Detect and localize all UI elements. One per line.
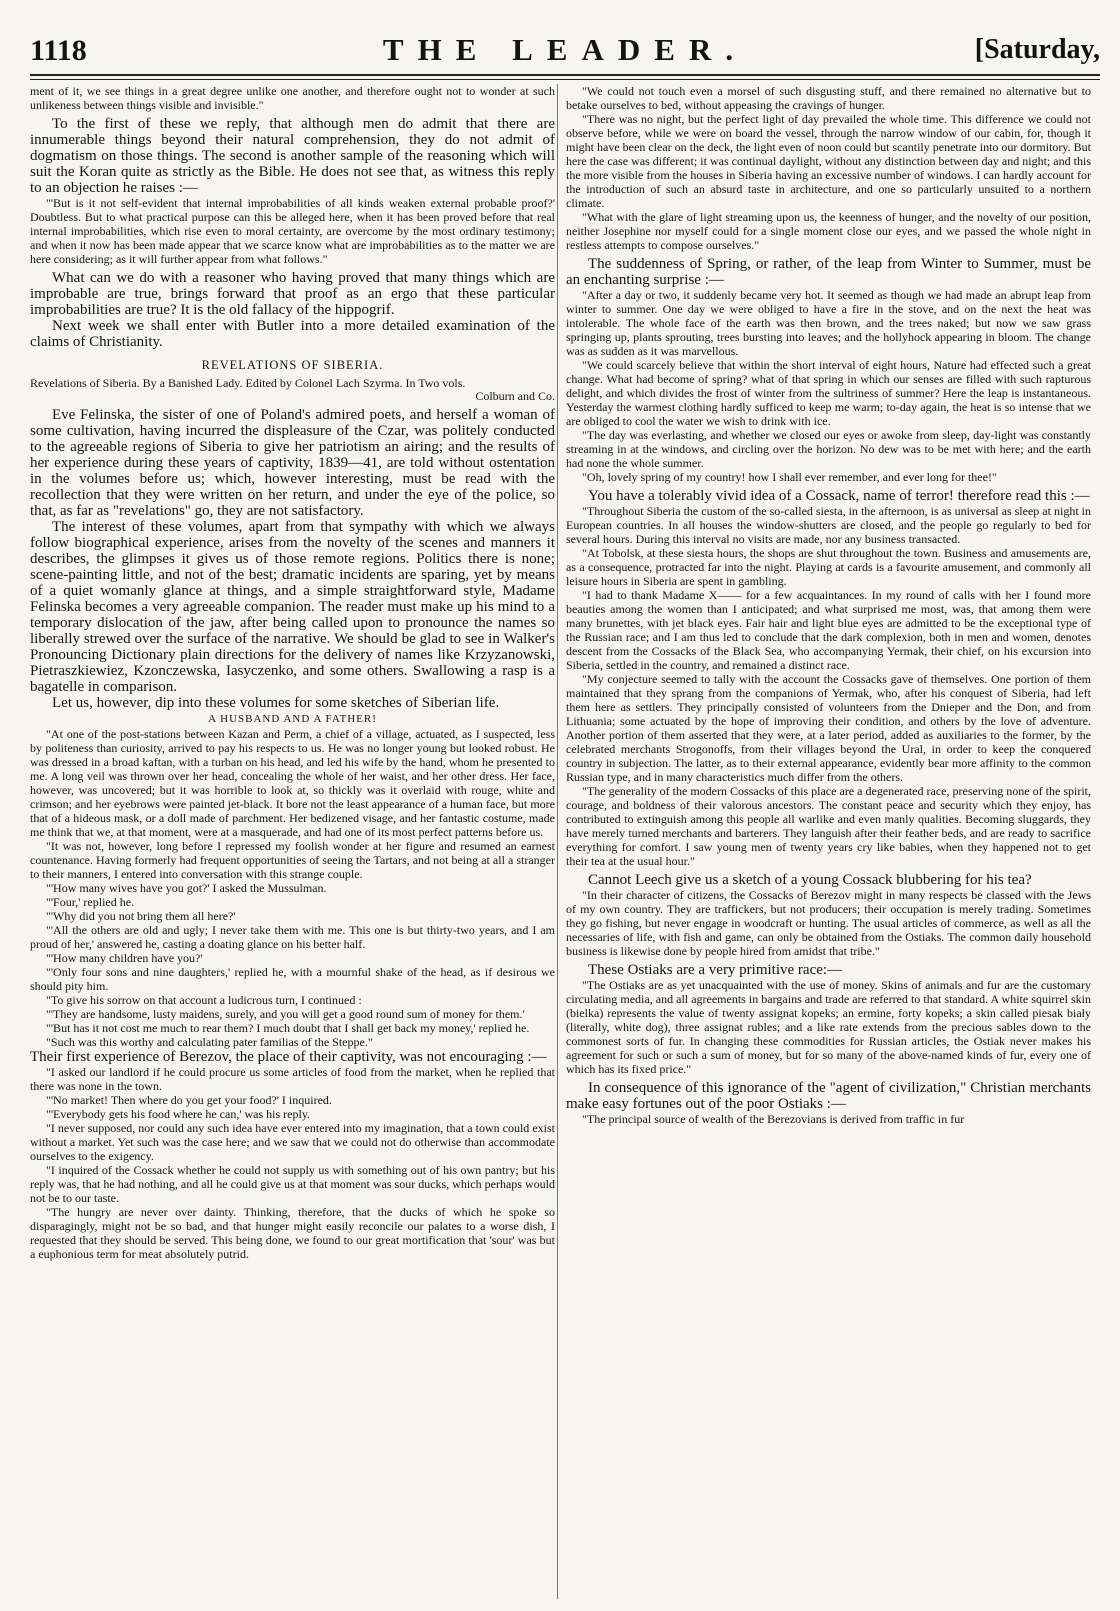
masthead-title: THE LEADER.	[382, 32, 748, 67]
quote-paragraph: "It was not, however, long before I repressed my foolish wonder at her figure and resumed an earnest countenance. Having formerly had frequent opportunities of seeing the Tartars, and not being at all a stranger to their manners, I entered into conversation with this strange couple.	[30, 839, 555, 881]
header-rule	[30, 74, 1100, 76]
quote-paragraph: "Throughout Siberia the custom of the so-called siesta, in the afternoon, is as universal as sleep at night in European countries. In all houses the window-shutters are closed, and the people go regularly to bed for several hours. During this interval no visits are made, nor any business transacted.	[566, 504, 1091, 546]
quote-paragraph: "'How many wives have you got?' I asked the Mussulman.	[46, 881, 327, 895]
quote-paragraph: "In their character of citizens, the Cossacks of Berezov might in many respects be classed with the Jews of my own country. They are traffickers, but not producers; their occupation is merely trading. Sometimes they go fishing, but never engage in woodcraft or hunting. The usual articles of commerce, as well as all the necessaries of life, with fish and game, can only be obtained from the Ostiaks. The common daily household business is likewise done by people hired from amidst that tribe."	[566, 888, 1091, 958]
paragraph: The interest of these volumes, apart from that sympathy with which we always follow biographical experience, arises from the novelty of the scenes and manners it describes, the glimpses it gives us of those remote regions. Politics there is none; scene-painting little, and not of the best; dramatic incidents are sparing, yet by means of a quiet womanly glance at things, and a simple straightforward style, Madame Felinska becomes a very agreeable companion. The reader must make up his mind to a temporary dislocation of the jaw, after being called upon to pronounce the names so liberally strewed over the surface of the narrative. We should be glad to see in Walker's Pronouncing Dictionary plain directions for the delivery of names like Krzyzanowski, Pietraszkiewiez, Kzonczewska, Iasyczenko, and some others. Swallowing a rasp is a bagatelle in comparison.	[30, 519, 555, 695]
paragraph: The suddenness of Spring, or rather, of the leap from Winter to Summer, must be an enchanting surprise :—	[566, 256, 1091, 288]
quote-paragraph: "Oh, lovely spring of my country! how I shall ever remember, and ever long for thee!"	[582, 470, 997, 484]
quote-paragraph: "'Only four sons and nine daughters,' replied he, with a mournful shake of the head, as if desirous we should pity him.	[30, 965, 555, 993]
header-rule-thin	[30, 79, 1100, 80]
quote-paragraph: "'No market! Then where do you get your food?' I inquired.	[46, 1093, 332, 1107]
quote-paragraph: "After a day or two, it suddenly became very hot. It seemed as though we had made an abrupt leap from winter to summer. One day we were obliged to have a fire in the stove, and on the next the heat was intolerable. The whole face of the earth was then brown, and the trees naked; but now we saw grass springing up, plants sprouting, trees bursting into leaves; and the hollyhock appearing in bloom. The change was as sudden as it was marvellous.	[566, 288, 1091, 358]
quote-paragraph: "I inquired of the Cossack whether he could not supply us with something out of his own pantry; but his reply was, that he had nothing, and all he could give us at that moment was sour ducks, which perhaps would not be to our taste.	[30, 1163, 555, 1205]
right-column	[566, 84, 1091, 1604]
paragraph: Let us, however, dip into these volumes for some sketches of Siberian life.	[52, 695, 500, 711]
quote-paragraph: "'But has it not cost me much to rear them? I much doubt that I shall get back my money,' replied he.	[46, 1021, 530, 1035]
paragraph: Next week we shall enter with Butler into a more detailed examination of the claims of Christianity.	[30, 318, 555, 350]
book-reference	[30, 377, 555, 403]
quote-paragraph: "My conjecture seemed to tally with the account the Cossacks gave of themselves. One portion of them maintained that they sprang from the companions of Yermak, who, after his conquest of Siberia, had left them here as settlers. They principally consisted of volunteers from the Dnieper and the Don, and from Lithuania; some actuated by the hope of improving their condition, and others by the love of adventure. Another portion of them asserted that they were, at a later period, added as auxiliaries to the former, by the celebrated merchants Strogonoffs, from their villages beyond the Ural, in order to keep the conquered country in subjection. The latter, as to their external appearance, evidently bear more affinity to the common Russian type, and in many characteristics much differ from the others.	[566, 672, 1091, 784]
left-column	[30, 84, 555, 1604]
quote-paragraph: "I asked our landlord if he could procure us some articles of food from the market, when he replied that there was none in the town.	[30, 1065, 555, 1093]
quote-paragraph: "The day was everlasting, and whether we closed our eyes or awoke from sleep, day-light was constantly streaming in at the windows, and circling over the horizon. No dew was to be met with here; and the earth had none the whole summer.	[566, 428, 1091, 470]
paragraph: What can we do with a reasoner who having proved that many things which are improbable are true, brings forward that proof as an ergo that these particular improbabilities are true? It is the old fallacy of the hippogrif.	[30, 270, 555, 318]
column-divider	[557, 84, 558, 1599]
quote-paragraph: "The principal source of wealth of the Berezovians is derived from traffic in fur	[582, 1112, 965, 1126]
quote-paragraph: "The Ostiaks are as yet unacquainted with the use of money. Skins of animals and fur are the customary circulating media, and all agreements in bargains and trade are referred to that standard. A white squirrel skin (bielka) represents the value of twenty assignat kopeks; an ermine, forty kopeks; a skin called piesak biały (literally, white dog), three assignat rubles; and a like rate extends from the precious sables down to the commonest sorts of fur. In changing these commodities for Russian articles, the Ostiak never makes his agreement for such or such a sum of money, but for so many of the above-named kinds of fur, every one of which has its fixed price."	[566, 978, 1091, 1076]
quote-paragraph: "There was no night, but the perfect light of day prevailed the whole time. This difference we could not observe before, while we were on board the vessel, through the narrow window of our cabin, for, though it might have been clear on the deck, the light even of noon could but scantily penetrate into our dormitory. But here the case was different; it was continual daylight, without any distinction between day and night; and this the more visible from the houses in Siberia having an excessive number of windows. I can hardly account for the introduction of such an absurd taste in architecture, and one so particularly unsuited to a northern climate.	[566, 112, 1091, 210]
paragraph: These Ostiaks are a very primitive race:—	[588, 962, 843, 978]
paragraph: ment of it, we see things in a great degree unlike one another, and therefore ought not to wonder at such unlikeness between things visible and invisible."	[30, 84, 555, 112]
quote-paragraph: "Such was this worthy and calculating pater familias of the Steppe."	[46, 1035, 373, 1049]
quote-paragraph: "We could not touch even a morsel of such disgusting stuff, and there remained no alternative but to betake ourselves to bed, without appeasing the cravings of hunger.	[566, 84, 1091, 112]
quote-paragraph: "'But is it not self-evident that internal improbabilities of all kinds weaken external probable proof?' Doubtless. But to what practical purpose can this be alleged here, when it has been proved before that real internal improbabilities, which rise even to moral certainty, are overcome by the most ordinary testimony; and when it now has been made appear that we scarce know what are improbabilities as to the matter we are here considering; as it will further appear from what follows."	[30, 196, 555, 266]
paragraph: You have a tolerably vivid idea of a Cossack, name of terror! therefore read this :—	[588, 488, 1090, 504]
excerpt-title: A HUSBAND AND A FATHER!	[208, 713, 377, 725]
paragraph: To the first of these we reply, that although men do admit that there are innumerable things beyond their natural comprehension, they do not admit of dogmatism on those things. The second is another sample of the reasoning which will suit the Koran quite as strictly as the Bible. He does not see that, as witness this reply to an objection he raises :—	[30, 116, 555, 196]
quote-paragraph: "'Four,' replied he.	[46, 895, 135, 909]
quote-paragraph: "I had to thank Madame X—— for a few acquaintances. In my round of calls with her I found more beauties among the women than I anticipated; and what surprised me most, was, that among them were many brunettes, with jet black eyes. Fair hair and light blue eyes are admitted to be the exceptional type of the Russian race; and I am thus led to conclude that the dark complexion, both in men and women, denotes descent from the Cossacks of the Black Sea, who accompanying Yermak, their chief, on his excursion into Siberia, settled in the country, and remained a distinct race.	[566, 588, 1091, 672]
review-title: REVELATIONS OF SIBERIA.	[201, 358, 384, 372]
quote-paragraph: "The hungry are never over dainty. Thinking, therefore, that the ducks of which he spoke so disparagingly, might not be so bad, and that hunger might easily reconcile our palates to a worse dish, I requested that they should be served. This being done, we found to our great mortification that 'sour' was but a euphonious term for meat absolutely putrid.	[30, 1205, 555, 1261]
quote-paragraph: "I never supposed, nor could any such idea have ever entered into my imagination, that a town could exist without a market. Yet such was the case here; and we saw that we could not do otherwise than accommodate ourselves to the exigency.	[30, 1121, 555, 1163]
book-citation: Revelations of Siberia. By a Banished Lady. Edited by Colonel Lach Szyrma. In Two vols.	[30, 376, 466, 390]
page-number: 1118	[30, 34, 87, 67]
paragraph: Cannot Leech give us a sketch of a young Cossack blubbering for his tea?	[588, 872, 1032, 888]
page-header	[30, 30, 1100, 74]
paragraph: In consequence of this ignorance of the "agent of civilization," Christian merchants make easy fortunes out of the poor Ostiaks :—	[566, 1080, 1091, 1112]
quote-paragraph: "We could scarcely believe that within the short interval of eight hours, Nature had effected such a great change. What had become of spring? what of that spring in which our senses are filled with such rapturous delight, and which divides the frost of winter from the sultriness of summer? Here the leap is instantaneous. Yesterday the warmest clothing hardly sufficed to keep me warm; to-day again, the heat is so intense that we are obliged to cool the water we wish to drink with ice.	[566, 358, 1091, 428]
quote-paragraph: "'Everybody gets his food where he can,' was his reply.	[46, 1107, 311, 1121]
paragraph: Eve Felinska, the sister of one of Poland's admired poets, and herself a woman of some cultivation, having incurred the displeasure of the Czar, was politely conducted to the agreeable regions of Siberia to give her patriotism an airing; and the results of her experience during these years of captivity, 1839—41, are told without ostentation in the volumes before us; which, however interesting, must be read with the recollection that they were written on her return, and under the eye of the police, so that, as far as "revelations" go, they are not satisfactory.	[30, 407, 555, 519]
quote-paragraph: "'All the others are old and ugly; I never take them with me. This one is but thirty-two years, and I am proud of her,' answered he, casting a doating glance on his better half.	[30, 923, 555, 951]
quote-paragraph: "To give his sorrow on that account a ludicrous turn, I continued :	[46, 993, 362, 1007]
quote-paragraph: "'How many children have you?'	[46, 951, 203, 965]
publisher: Colburn and Co.	[475, 389, 555, 403]
quote-paragraph: "The generality of the modern Cossacks of this place are a degenerated race, preserving none of the spirit, courage, and boldness of their valorous ancestors. The constant peace and security which they enjoy, has contributed to extinguish among this people all warlike and even manly qualities. Becoming sluggards, they have merely turned merchants and barterers. They languish after their feather beds, and are ready to sacrifice everything for comfort. I saw young men of twenty years cry like babies, when they happened not to get their tea at the usual hour."	[566, 784, 1091, 868]
quote-paragraph: "At Tobolsk, at these siesta hours, the shops are shut throughout the town. Business and amusements are, as a consequence, protracted far into the night. Playing at cards is a favourite amusement, and commonly all leisure hours in Siberia are spent in gambling.	[566, 546, 1091, 588]
paragraph: Their first experience of Berezov, the place of their captivity, was not encouraging :—	[30, 1049, 547, 1065]
quote-paragraph: "What with the glare of light streaming upon us, the keenness of hunger, and the novelty of our position, neither Josephine nor myself could for a single moment close our eyes, and we passed the whole night in restless attempts to compose ourselves."	[566, 210, 1091, 252]
quote-paragraph: "'Why did you not bring them all here?'	[46, 909, 236, 923]
header-day: [Saturday,	[974, 34, 1100, 65]
quote-paragraph: "At one of the post-stations between Kazan and Perm, a chief of a village, actuated, as I suspected, less by politeness than curiosity, arrived to pay his respects to us. He was no longer young but looked robust. He was dressed in a broad kaftan, with a turban on his head, and led his wife by the hand, whom he presented to me. A long veil was thrown over her head, concealing the whole of her waist, and her other dress. Her face, however, was uncovered; but it was horrible to look at, so thickly was it overlaid with rouge, white and crimson; and her eyebrows were painted jet-black. It bore not the least appearance of a human face, but more that of a hideous mask, or a doll made of parchment. Her bedizened visage, and her fantastic costume, made me think that we, at that moment, were at a masquerade, and had one of its most perfect patterns before us.	[30, 727, 555, 839]
quote-paragraph: "'They are handsome, lusty maidens, surely, and you will get a good round sum of money for them.'	[46, 1007, 525, 1021]
